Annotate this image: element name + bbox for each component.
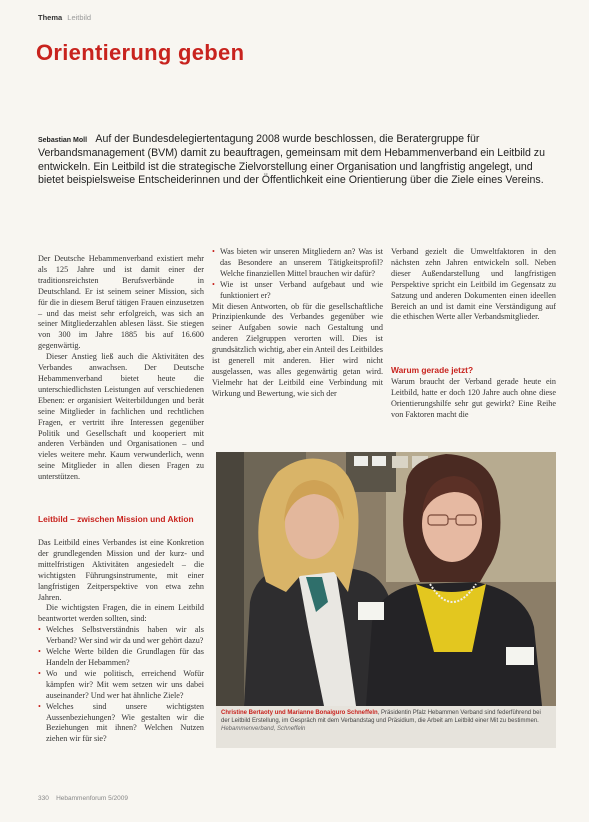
paragraph: Der Deutsche Hebammenverband existiert mehr als 125 Jahre und ist damit einer der traditionsreichsten Berufsverbände in Deutschland. Er ist seinem seiner Mission, sich für die in diesem Beruf tätigen Frauen einzusetzen – und das meist sehr erfolgreich, was sich an seiner Mitgliederzahlen ablesen lässt. Sie stiegen von 300 im Jahre 1885 bis auf 16.600 gegenwärtig. <box>38 254 204 351</box>
list-item: • Welche Werte bilden die Grundlagen für das Handeln der Hebammen? <box>38 647 204 669</box>
section-label: Thema <box>38 13 63 22</box>
question-list <box>212 247 383 302</box>
paragraph: Das Leitbild eines Verbandes ist eine Konkretion der grundlegenden Mission und der kurz- und mittelfristigen Aktivitäten angesiedelt – die wichtigsten Führungsinstrumente, mit einer langfristigen Zeitperspektive von etwa zehn Jahren. <box>38 538 204 602</box>
lead-text: Auf der Bundesdelegiertentagung 2008 wurde beschlossen, die Beratergruppe für Verbandsmanagement (BVM) damit zu beauftragen, gemeinsam mit dem Hebammenverband ein Leitbild zu entwickeln. Ein Leitbild ist die strategische Zielvorstellung einer Organisation und langfristig angelegt, und bietet beispielsweise Entscheiderinnen und der Öffentlichkeit eine Orientierung über die Ziele eines Vereins. <box>38 133 545 187</box>
journal-name: Hebammenforum 5/2009 <box>56 795 128 802</box>
column-1-section <box>38 538 204 745</box>
photo-illustration <box>216 452 556 706</box>
section-kicker <box>38 13 91 22</box>
caption-body: Präsidentin Pfalz Hebammen Verband sind federführend bei der Leitbild Erstellung, im Gespräch mit dem Verbandstag und Präsidium, die Arbeit am Leitbild einer Mit zu bestimmen. <box>221 710 541 724</box>
question-list <box>38 625 204 745</box>
author-name: Sebastian Moll <box>38 137 88 144</box>
list-item: • Wie ist unser Verband aufgebaut und wie funktioniert er? <box>212 280 383 302</box>
list-item: • Wo und wie politisch, erreichend Wofür kämpfen wir? Mit wem setzen wir uns dabei auseinander? Und wer hat ähnliche Ziele? <box>38 669 204 702</box>
article-lead <box>38 133 552 188</box>
paragraph: Dieser Anstieg ließ auch die Aktivitäten des Verbandes anwachsen. Der Deutsche Hebammenverband bietet heute die unterschiedlichsten Leistungen auf verschiedenen Ebenen: er organisiert Weiterbildungen und berät seine Mitglieder in fachlichen und rechtlichen Fragen, er vertritt ihre Interessen gegenüber Politik und Gesellschaft und kooperiert mit anderen Verbänden und Organisationen – und vieles weitere mehr. Kaum verwunderlich, wenn seine Mitglieder in allen diesen Fragen zu unterstützen. <box>38 352 204 482</box>
paragraph: Die wichtigsten Fragen, die in einem Leitbild beantwortet werden sollten, sind: <box>38 603 204 624</box>
photo-caption <box>216 706 556 748</box>
paragraph: Mit diesen Antworten, ob für die gesellschaftliche Prinzipienkunde des Verbandes gegenüber wie seiner Aufgaben sowie nach Gestaltung und anderen Zielgruppen verorten will. Dies ist grundsätzlich wichtig, aber ein Anteil des Leitbildes ist generell mit anderen. Hier wird nicht ausgelassen, was alles gegenwärtig getan wird. Vielmehr hat der Leitbild eine Verbindung mit Wirkung und Bewertung, wie sich der <box>212 301 383 398</box>
paragraph: Verband gezielt die Umweltfaktoren in den nächsten zehn Jahren entwickeln soll. Neben dieser Außendarstellung und langfristigen Perspektive spricht ein Leitbild im Gegensatz zu Satzung und anderen Dokumenten einen ideellen Bereich an und ist damit eine Verständigung auf die ethischen Werte aller Verbandsmitglieder. <box>391 247 556 322</box>
portrait-photo <box>216 452 556 706</box>
column-3-section <box>391 377 556 421</box>
photo-credit: Hebammenverband, Schneffeln <box>221 725 306 732</box>
caption-names: Christine Bertaoty und Marianne Bonaiguro Schneffeln <box>221 710 378 716</box>
paragraph: Warum braucht der Verband gerade heute ein Leitbild, hatte er doch 120 Jahre auch ohne diese Orientierungshilfe sehr gut gewirkt? Eine Reihe von Faktoren macht die <box>391 377 556 419</box>
subsection-label: Leitbild <box>67 13 92 22</box>
caption-text: Christine Bertaoty und Marianne Bonaiguro Schneffeln, Präsidentin Pfalz Hebammen Verband sind federführend bei der Leitbild Erstellung, im Gespräch mit dem Verbandstag und Präsidium, die Arbeit am Leitbild einer Mit zu bestimmen. Hebammenverband, Schneffeln <box>221 710 541 732</box>
list-item: • Welches sind unsere wichtigsten Aussenbeziehungen? Wie gestalten wir die Beziehungen mit ihnen? Welchen Nutzen ziehen wir für sie? <box>38 702 204 746</box>
column-2 <box>212 247 383 400</box>
page-number: 330 <box>38 795 49 802</box>
column-1 <box>38 254 204 483</box>
section-heading: Leitbild – zwischen Mission und Aktion <box>38 514 194 524</box>
list-item: • Welches Selbstverständnis haben wir als Verband? Wer sind wir da und wer gehört dazu? <box>38 625 204 647</box>
article-title: Orientierung geben <box>36 40 245 65</box>
section-heading: Warum gerade jetzt? <box>391 365 474 375</box>
page-footer <box>38 795 128 802</box>
list-item: • Was bieten wir unseren Mitgliedern an? Was ist das Besondere an unserem Tätigkeitsprofil? Welche finanziellen Mittel brauchen wir dafür? <box>212 247 383 280</box>
column-3 <box>391 247 556 323</box>
